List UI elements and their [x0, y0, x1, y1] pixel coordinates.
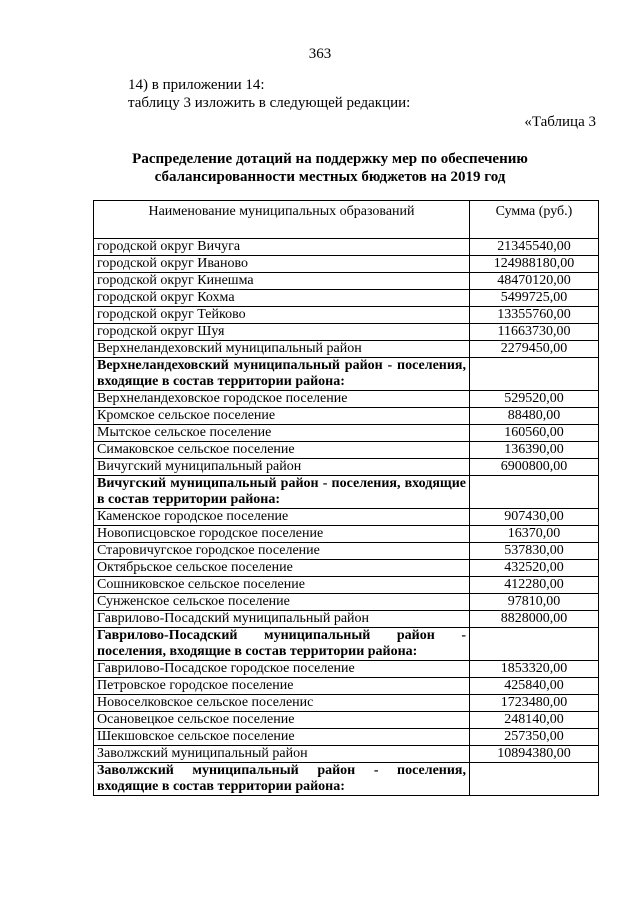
municipality-name: Сошниковское сельское поселение	[94, 577, 470, 594]
municipality-name: Каменское городское поселение	[94, 509, 470, 526]
intro-line-1: 14) в приложении 14:	[128, 77, 265, 93]
amount-cell	[470, 358, 599, 391]
table-row	[94, 712, 599, 729]
amount-cell: 2279450,00	[470, 341, 599, 358]
table-group-row	[94, 628, 599, 661]
table-header-row	[94, 201, 599, 239]
municipality-name: городской округ Тейково	[94, 307, 470, 324]
table-group-row	[94, 476, 599, 509]
intro-line-2: таблицу 3 изложить в следующей редакции:	[128, 95, 411, 111]
table-row	[94, 459, 599, 476]
municipality-name: городской округ Иваново	[94, 256, 470, 273]
table-row	[94, 729, 599, 746]
amount-cell: 425840,00	[470, 678, 599, 695]
table-row	[94, 661, 599, 678]
amount-cell: 1853320,00	[470, 661, 599, 678]
municipality-name: Верхнеландеховский муниципальный район	[94, 341, 470, 358]
municipality-name: Верхнеландеховский муниципальный район - поселения, входящие в состав территории района:	[94, 358, 470, 391]
table-row	[94, 611, 599, 628]
municipality-name: Верхнеландеховское городское поселение	[94, 391, 470, 408]
table-row	[94, 678, 599, 695]
amount-cell: 257350,00	[470, 729, 599, 746]
municipality-name: городской округ Вичуга	[94, 239, 470, 256]
amount-cell: 5499725,00	[470, 290, 599, 307]
table-row	[94, 577, 599, 594]
amount-cell: 88480,00	[470, 408, 599, 425]
amount-cell: 136390,00	[470, 442, 599, 459]
municipality-name: Петровское городское поселение	[94, 678, 470, 695]
table-row	[94, 324, 599, 341]
table-title	[60, 150, 600, 186]
municipality-name: Вичугский муниципальный район - поселения, входящие в состав территории района:	[94, 476, 470, 509]
header-name: Наименование муниципальных образований	[94, 201, 470, 239]
amount-cell: 907430,00	[470, 509, 599, 526]
municipality-name: Новоселковское сельское поселенис	[94, 695, 470, 712]
municipality-name: городской округ Кохма	[94, 290, 470, 307]
table-row	[94, 307, 599, 324]
municipality-name: Октябрьское сельское поселение	[94, 560, 470, 577]
amount-cell: 8828000,00	[470, 611, 599, 628]
municipality-name: Заволжский муниципальный район - поселения, входящие в состав территории района:	[94, 763, 470, 796]
table-row	[94, 425, 599, 442]
amount-cell: 97810,00	[470, 594, 599, 611]
amount-cell: 13355760,00	[470, 307, 599, 324]
municipality-name: Гаврилово-Посадский муниципальный район	[94, 611, 470, 628]
municipality-name: городской округ Шуя	[94, 324, 470, 341]
table-reference: «Таблица 3	[524, 114, 596, 130]
municipality-name: Заволжский муниципальный район	[94, 746, 470, 763]
table-row	[94, 442, 599, 459]
table-row	[94, 256, 599, 273]
amount-cell: 16370,00	[470, 526, 599, 543]
municipality-name: Гаврилово-Посадский муниципальный район - поселения, входящие в состав территории района:	[94, 628, 470, 661]
table-row	[94, 526, 599, 543]
amount-cell: 248140,00	[470, 712, 599, 729]
municipality-name: Гаврилово-Посадское городское поселение	[94, 661, 470, 678]
municipality-name: Кромское сельское поселение	[94, 408, 470, 425]
amount-cell: 432520,00	[470, 560, 599, 577]
municipality-name: Новописцовское городское поселение	[94, 526, 470, 543]
table-row	[94, 594, 599, 611]
municipality-name: Вичугский муниципальный район	[94, 459, 470, 476]
table-row	[94, 543, 599, 560]
municipality-name: Старовичугское городское поселение	[94, 543, 470, 560]
amount-cell: 10894380,00	[470, 746, 599, 763]
table-row	[94, 560, 599, 577]
table-group-row	[94, 763, 599, 796]
amount-cell	[470, 476, 599, 509]
table-group-row	[94, 358, 599, 391]
amount-cell: 412280,00	[470, 577, 599, 594]
page-number: 363	[308, 46, 332, 62]
table-row	[94, 746, 599, 763]
municipality-name: Симаковское сельское поселение	[94, 442, 470, 459]
amount-cell: 1723480,00	[470, 695, 599, 712]
table-row	[94, 290, 599, 307]
municipality-name: Шекшовское сельское поселение	[94, 729, 470, 746]
table-row	[94, 391, 599, 408]
municipality-name: городской округ Кинешма	[94, 273, 470, 290]
amount-cell	[470, 628, 599, 661]
amount-cell	[470, 763, 599, 796]
municipality-name: Сунженское сельское поселение	[94, 594, 470, 611]
table-row	[94, 509, 599, 526]
table-row	[94, 408, 599, 425]
amount-cell: 48470120,00	[470, 273, 599, 290]
amount-cell: 11663730,00	[470, 324, 599, 341]
amount-cell: 537830,00	[470, 543, 599, 560]
municipality-name: Мытское сельское поселение	[94, 425, 470, 442]
table-row	[94, 341, 599, 358]
amount-cell: 160560,00	[470, 425, 599, 442]
table-row	[94, 273, 599, 290]
header-sum: Сумма (руб.)	[470, 201, 599, 239]
table-title-line-1: Распределение дотаций на поддержку мер по обеспечению	[132, 151, 528, 167]
municipality-name: Осановецкое сельское поселение	[94, 712, 470, 729]
amount-cell: 124988180,00	[470, 256, 599, 273]
table-row	[94, 239, 599, 256]
amount-cell: 21345540,00	[470, 239, 599, 256]
table-row	[94, 695, 599, 712]
table-title-line-2: сбалансированности местных бюджетов на 2019 год	[154, 169, 506, 185]
amount-cell: 529520,00	[470, 391, 599, 408]
subsidy-table	[93, 200, 599, 796]
amount-cell: 6900800,00	[470, 459, 599, 476]
